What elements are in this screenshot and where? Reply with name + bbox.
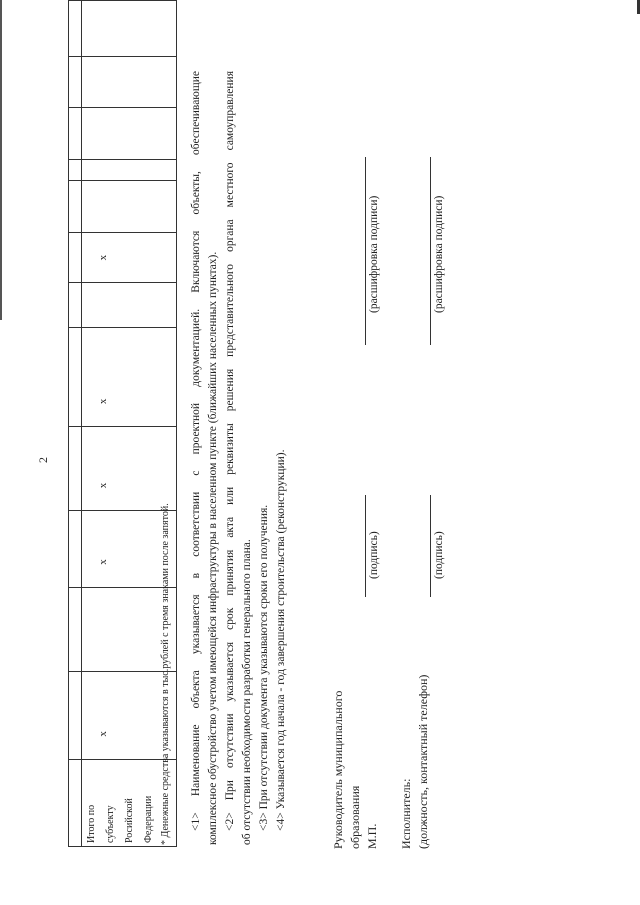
note-3: <3> При отсутствии документа указываются сроки его получения. xyxy=(258,504,270,831)
table-cell xyxy=(82,160,177,181)
x-mark: x xyxy=(97,731,109,737)
note-1: <1> Наименование объекта указывается в соответствии с проектной документацией. Включаются объекты, обеспечивающие xyxy=(190,71,202,831)
table-cell xyxy=(82,1,177,57)
row-label: Итого по субъекту Росийской Федерации xyxy=(82,759,177,846)
x-mark: x xyxy=(97,559,109,565)
x-mark: x xyxy=(97,398,109,405)
stamp-placeholder: М.П. xyxy=(365,823,379,849)
table-header-row xyxy=(69,1,82,847)
note-1-continued: комплексное обустройство учетом имеющейся инфраструктуры в населенном пункте (ближайших населенных пунктах). xyxy=(207,251,219,845)
head-decode-caption: (расшифровка подписи) xyxy=(368,195,380,313)
head-signature-line xyxy=(365,495,366,597)
x-mark: x xyxy=(97,254,109,261)
currency-footnote: * Денежные средства указываются в тыс.рублей с тремя знаками после запятой. xyxy=(160,503,171,845)
table-cell xyxy=(82,232,177,282)
note-2-continued: об отсутствии необходимости разработки генерального плана. xyxy=(241,539,253,845)
executor-signature-line xyxy=(430,495,431,597)
executor-signature-caption: (подпись) xyxy=(433,531,445,579)
x-mark: x xyxy=(97,482,109,489)
executor-decode-line xyxy=(430,157,431,345)
head-signature-block xyxy=(330,691,381,849)
head-title-line-1: Руководитель муниципального xyxy=(331,690,345,849)
page-number: 2 xyxy=(36,457,50,463)
notes-block xyxy=(188,71,290,845)
executor-decode-caption: (расшифровка подписи) xyxy=(433,195,445,313)
table-cell xyxy=(82,180,177,232)
table-cell xyxy=(82,283,177,328)
head-decode-line xyxy=(365,157,366,345)
executor-signature-block xyxy=(398,675,432,849)
table-cell xyxy=(82,107,177,159)
note-2: <2> При отсутствии указывается срок принятия акта или реквизиты решения представительного органа местного самоуправления xyxy=(224,71,236,831)
note-4: <4> Указывается год начала - год завершения строительства (реконструкции). xyxy=(275,449,287,831)
executor-title: Исполнитель: xyxy=(399,778,413,849)
head-title-line-2: образования xyxy=(348,785,362,849)
table-cell xyxy=(82,57,177,107)
table-cell xyxy=(82,427,177,511)
table-cell xyxy=(82,328,177,427)
head-signature-caption: (подпись) xyxy=(368,531,380,579)
executor-position-phone: (должность, контактный телефон) xyxy=(416,674,430,849)
